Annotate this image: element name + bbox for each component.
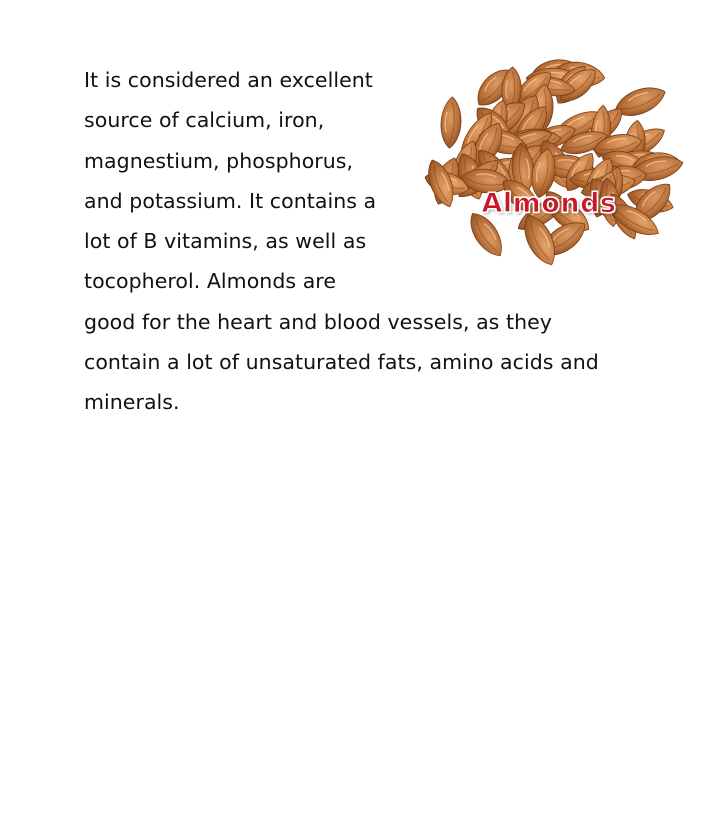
body-paragraph bbox=[84, 60, 684, 423]
paragraph-line: good for the heart and blood vessels, as they bbox=[84, 309, 552, 334]
paragraph-line: It is considered an excellent bbox=[84, 68, 373, 92]
paragraph-line: minerals. bbox=[84, 390, 180, 415]
paragraph-line: contain a lot of unsaturated fats, amino acids and bbox=[84, 350, 599, 375]
paragraph-line: source of calcium, iron, bbox=[84, 108, 325, 133]
paragraph-line: magnestium, phosphorus, bbox=[84, 148, 354, 173]
paragraph-line: and potassium. It contains a bbox=[84, 188, 377, 213]
almonds-caption: Almonds bbox=[481, 188, 617, 219]
paragraph-line: tocopherol. Almonds are bbox=[84, 269, 336, 294]
paragraph-line: lot of B vitamins, as well as bbox=[84, 229, 367, 254]
